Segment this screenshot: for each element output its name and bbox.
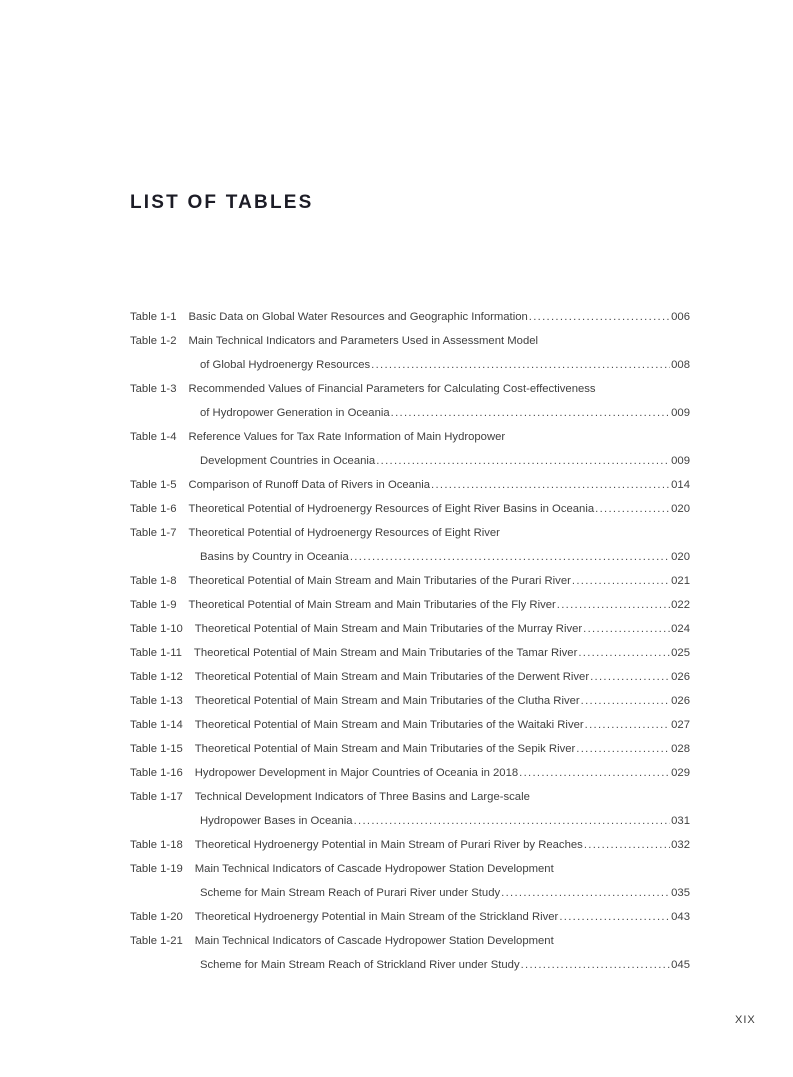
toc-entry-label: Table 1-18 [130, 839, 183, 851]
toc-entry-line [130, 401, 690, 425]
toc-entry-title: Theoretical Potential of Main Stream and Main Tributaries of the Waitaki River [194, 719, 584, 731]
dot-leader [376, 449, 670, 473]
toc-entry-page: 020 [671, 503, 690, 515]
toc-entry-page: 035 [671, 887, 690, 899]
toc-entry-line [130, 833, 690, 857]
toc-entry-page: 014 [671, 479, 690, 491]
toc-entry-line [130, 473, 690, 497]
dot-leader [576, 737, 670, 761]
toc-entry-line [130, 785, 690, 809]
toc-entry-page: 022 [671, 599, 690, 611]
toc-entry-title: Development Countries in Oceania [200, 455, 376, 467]
toc-entry-title: of Global Hydroenergy Resources [200, 359, 371, 371]
toc-entry-page: 009 [671, 455, 690, 467]
toc-entry-title: Theoretical Potential of Main Stream and Main Tributaries of the Purari River [188, 575, 571, 587]
toc-entry-line [130, 857, 690, 881]
toc-entry-line [130, 545, 690, 569]
toc-entry-title: Theoretical Potential of Main Stream and Main Tributaries of the Clutha River [194, 695, 580, 707]
toc-entry-title: Basic Data on Global Water Resources and Geographic Information [188, 311, 528, 323]
toc-entry-title: Basins by Country in Oceania [200, 551, 349, 563]
toc-entry-title: Recommended Values of Financial Parameters for Calculating Cost-effectiveness [188, 383, 596, 395]
toc-entry-title: Scheme for Main Stream Reach of Purari River under Study [200, 887, 501, 899]
dot-leader [583, 617, 670, 641]
toc-entry-label: Table 1-4 [130, 431, 177, 443]
toc-entry-page: 024 [671, 623, 690, 635]
dot-leader [431, 473, 670, 497]
dot-leader [391, 401, 670, 425]
toc-entry-label: Table 1-11 [130, 647, 182, 659]
toc-entry-page: 006 [671, 311, 690, 323]
toc-entry-line [130, 761, 690, 785]
toc-entry-title: Theoretical Potential of Main Stream and Main Tributaries of the Derwent River [194, 671, 590, 683]
toc-entry-title: Theoretical Potential of Main Stream and Main Tributaries of the Murray River [194, 623, 583, 635]
toc-entry-label: Table 1-10 [130, 623, 183, 635]
toc-entry-title: Reference Values for Tax Rate Information of Main Hydropower [188, 431, 506, 443]
toc-entry-title: Theoretical Potential of Main Stream and Main Tributaries of the Tamar River [193, 647, 578, 659]
toc-entry-line [130, 521, 690, 545]
toc-entry-line [130, 425, 690, 449]
toc-entry-label: Table 1-1 [130, 311, 177, 323]
toc-entry-line [130, 329, 690, 353]
dot-leader [557, 593, 670, 617]
toc-entry-line [130, 617, 690, 641]
toc-entry-line [130, 689, 690, 713]
dot-leader [519, 761, 670, 785]
toc-entry-title: Hydropower Bases in Oceania [200, 815, 353, 827]
toc-entry-line [130, 353, 690, 377]
toc-entry-page: 025 [671, 647, 690, 659]
toc-entry-line [130, 953, 690, 977]
toc-list [130, 305, 690, 977]
dot-leader [350, 545, 670, 569]
toc-entry-label: Table 1-16 [130, 767, 183, 779]
dot-leader [572, 569, 670, 593]
toc-entry-line [130, 737, 690, 761]
toc-entry-label: Table 1-14 [130, 719, 183, 731]
dot-leader [559, 905, 670, 929]
toc-entry-title: Scheme for Main Stream Reach of Strickland River under Study [200, 959, 520, 971]
dot-leader [521, 953, 671, 977]
toc-entry-line [130, 569, 690, 593]
toc-entry-label: Table 1-17 [130, 791, 183, 803]
toc-entry-page: 032 [671, 839, 690, 851]
toc-entry-title: Theoretical Potential of Hydroenergy Resources of Eight River [188, 527, 500, 539]
toc-entry-line [130, 665, 690, 689]
toc-entry-label: Table 1-19 [130, 863, 183, 875]
toc-entry-label: Table 1-20 [130, 911, 183, 923]
toc-entry-label: Table 1-12 [130, 671, 183, 683]
toc-entry-page: 008 [671, 359, 690, 371]
toc-entry-line [130, 593, 690, 617]
toc-entry-title: Theoretical Potential of Main Stream and Main Tributaries of the Fly River [188, 599, 556, 611]
toc-entry-page: 021 [671, 575, 690, 587]
toc-entry-label: Table 1-9 [130, 599, 177, 611]
toc-entry-line [130, 713, 690, 737]
dot-leader [585, 713, 671, 737]
toc-entry-label: Table 1-21 [130, 935, 183, 947]
dot-leader [595, 497, 670, 521]
dot-leader [581, 689, 670, 713]
toc-entry-title: Hydropower Development in Major Countries of Oceania in 2018 [194, 767, 519, 779]
toc-entry-line [130, 641, 690, 665]
dot-leader [501, 881, 670, 905]
toc-entry-page: 045 [671, 959, 690, 971]
toc-entry-page: 028 [671, 743, 690, 755]
toc-entry-line [130, 881, 690, 905]
page-number: XIX [735, 1014, 756, 1026]
toc-entry-title: Main Technical Indicators and Parameters Used in Assessment Model [188, 335, 539, 347]
toc-entry-page: 020 [671, 551, 690, 563]
toc-entry-title: Comparison of Runoff Data of Rivers in Oceania [188, 479, 431, 491]
toc-entry-page: 027 [671, 719, 690, 731]
toc-entry-title: Theoretical Hydroenergy Potential in Main Stream of Purari River by Reaches [194, 839, 583, 851]
toc-entry-title: Theoretical Potential of Hydroenergy Resources of Eight River Basins in Oceania [188, 503, 595, 515]
toc-entry-title: Theoretical Hydroenergy Potential in Main Stream of the Strickland River [194, 911, 559, 923]
toc-entry-line [130, 305, 690, 329]
toc-entry-line [130, 377, 690, 401]
dot-leader [371, 353, 670, 377]
toc-entry-label: Table 1-6 [130, 503, 177, 515]
dot-leader [590, 665, 670, 689]
toc-entry-title: Technical Development Indicators of Three Basins and Large-scale [194, 791, 530, 803]
toc-entry-label: Table 1-5 [130, 479, 177, 491]
page-title: LIST OF TABLES [130, 192, 314, 213]
toc-entry-line [130, 929, 690, 953]
dot-leader [354, 809, 671, 833]
toc-entry-label: Table 1-7 [130, 527, 177, 539]
toc-entry-page: 031 [671, 815, 690, 827]
toc-entry-line [130, 809, 690, 833]
toc-entry-label: Table 1-2 [130, 335, 177, 347]
dot-leader [584, 833, 670, 857]
toc-entry-page: 026 [671, 695, 690, 707]
toc-entry-label: Table 1-13 [130, 695, 183, 707]
dot-leader [578, 641, 670, 665]
toc-entry-title: Main Technical Indicators of Cascade Hydropower Station Development [194, 863, 554, 875]
toc-entry-title: Theoretical Potential of Main Stream and Main Tributaries of the Sepik River [194, 743, 576, 755]
toc-entry-title: Main Technical Indicators of Cascade Hydropower Station Development [194, 935, 554, 947]
toc-entry-line [130, 497, 690, 521]
toc-entry-title: of Hydropower Generation in Oceania [200, 407, 390, 419]
toc-entry-page: 043 [671, 911, 690, 923]
toc-entry-line [130, 905, 690, 929]
toc-entry-line [130, 449, 690, 473]
dot-leader [529, 305, 670, 329]
toc-entry-page: 029 [671, 767, 690, 779]
toc-entry-label: Table 1-15 [130, 743, 183, 755]
toc-entry-page: 009 [671, 407, 690, 419]
toc-entry-label: Table 1-8 [130, 575, 177, 587]
toc-entry-label: Table 1-3 [130, 383, 177, 395]
toc-entry-page: 026 [671, 671, 690, 683]
